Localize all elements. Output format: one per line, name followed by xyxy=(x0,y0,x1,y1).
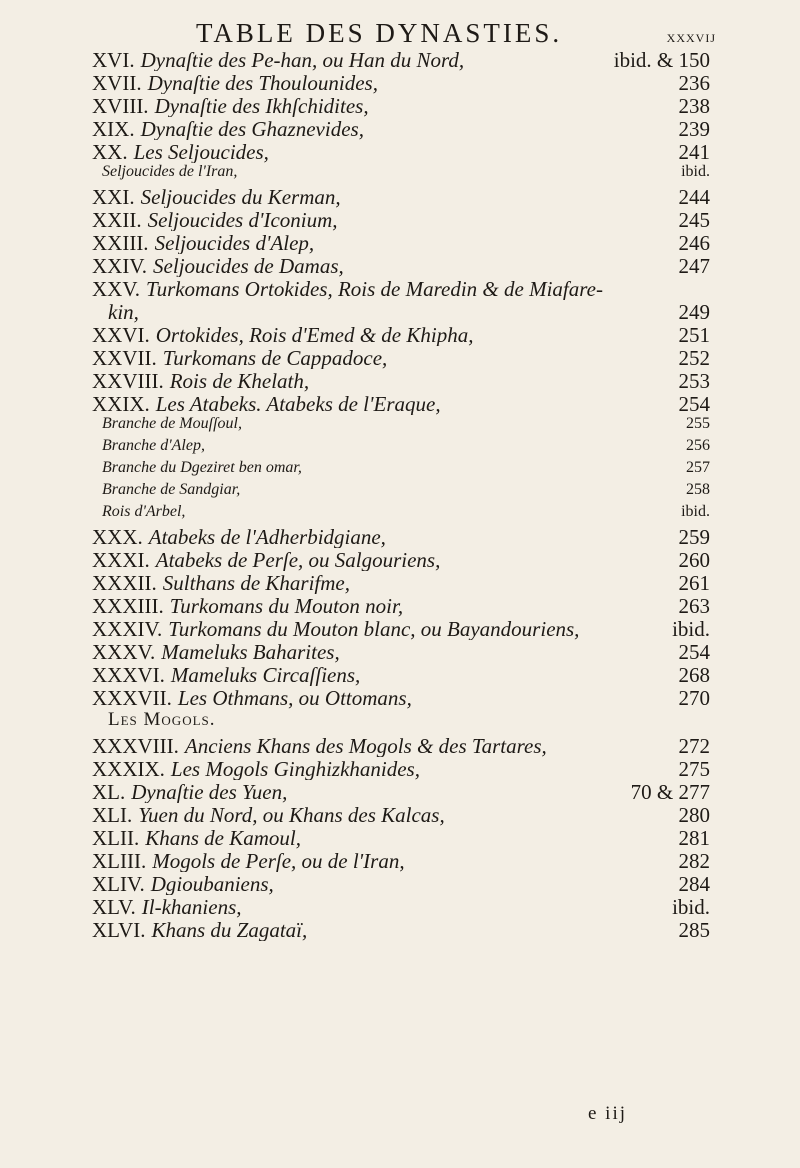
entry-page: 285 xyxy=(678,918,710,941)
entry-page: 241 xyxy=(678,140,710,163)
entry-page: 70 & 277 xyxy=(630,780,710,803)
toc-entry xyxy=(92,277,710,300)
entry-number: XXX. xyxy=(92,525,143,548)
toc-entry xyxy=(92,231,710,254)
toc-entry xyxy=(92,640,710,663)
entry-page: 261 xyxy=(678,571,710,594)
entry-title: Atabeks de l'Adherbidgiane, xyxy=(148,525,386,548)
entry-label xyxy=(92,594,403,617)
entry-title: Branche du Dgeziret ben omar, xyxy=(102,459,302,476)
entry-title: Les Seljoucides, xyxy=(133,140,269,163)
entry-number: XLI. xyxy=(92,803,133,826)
entry-page: 284 xyxy=(678,872,710,895)
entry-title: Atabeks de Perſe, ou Salgouriens, xyxy=(155,548,441,571)
toc-entry xyxy=(92,94,710,117)
entry-number: XVI. xyxy=(92,48,135,71)
entry-page: 255 xyxy=(686,415,710,432)
entry-page: 254 xyxy=(678,392,710,415)
entry-title: Anciens Khans des Mogols & des Tartares, xyxy=(184,734,547,757)
entry-title: Dynaſtie des Ikhſchidites, xyxy=(154,94,369,117)
entry-number: XL. xyxy=(92,780,126,803)
entry-page: 268 xyxy=(678,663,710,686)
entry-label xyxy=(102,415,242,433)
entry-label xyxy=(102,503,185,521)
toc-entry xyxy=(92,481,710,503)
toc-entry xyxy=(92,346,710,369)
entry-number: XXXIV. xyxy=(92,617,163,640)
entry-label xyxy=(108,709,216,731)
page-header xyxy=(112,18,716,49)
entry-title: Mogols de Perſe, ou de l'Iran, xyxy=(152,849,405,872)
entry-label xyxy=(92,780,287,803)
entry-number: XXXIX. xyxy=(92,757,165,780)
toc-entry xyxy=(92,208,710,231)
entry-page: ibid. xyxy=(681,163,710,180)
toc-entry xyxy=(92,594,710,617)
entry-title: Mameluks Circaſſiens, xyxy=(170,663,361,686)
entry-title: Il-khaniens, xyxy=(141,895,242,918)
entry-number: XXXI. xyxy=(92,548,150,571)
entry-page: 258 xyxy=(686,481,710,498)
toc-entry xyxy=(92,617,710,640)
toc-entry xyxy=(92,415,710,437)
entry-label xyxy=(92,117,364,140)
entry-page: 275 xyxy=(678,757,710,780)
entry-label xyxy=(92,826,301,849)
toc-entry xyxy=(92,872,710,895)
toc-entry xyxy=(92,437,710,459)
entry-number: XXXVI. xyxy=(92,663,165,686)
entry-number: XXXII. xyxy=(92,571,157,594)
entry-label xyxy=(108,300,139,323)
entry-label xyxy=(92,140,269,163)
entry-page: 256 xyxy=(686,437,710,454)
entry-label xyxy=(92,548,440,571)
entry-title: Branche d'Alep, xyxy=(102,437,205,454)
entry-page: 245 xyxy=(678,208,710,231)
entry-label xyxy=(92,571,350,594)
entry-page: ibid. xyxy=(672,895,710,918)
entry-label xyxy=(92,872,274,895)
entry-page: 254 xyxy=(678,640,710,663)
entry-title: Khans de Kamoul, xyxy=(145,826,301,849)
toc-entry xyxy=(92,803,710,826)
toc-entry xyxy=(92,140,710,163)
entry-title: Dynaſtie des Yuen, xyxy=(131,780,288,803)
entry-number: XXV. xyxy=(92,277,141,300)
toc-entry xyxy=(92,369,710,392)
entry-number: XXXVIII. xyxy=(92,734,179,757)
entry-page: ibid. & 150 xyxy=(613,48,710,71)
entry-title: Turkomans Ortokides, Rois de Maredin & de Miafare- xyxy=(146,277,603,300)
entry-label xyxy=(92,323,473,346)
entry-page: 263 xyxy=(678,594,710,617)
entry-title: Sulthans de Kharifme, xyxy=(162,571,350,594)
entry-number: XXXVII. xyxy=(92,686,172,709)
entry-number: XX. xyxy=(92,140,128,163)
entry-title: Turkomans du Mouton blanc, ou Bayandouriens, xyxy=(168,617,580,640)
entry-label xyxy=(92,918,307,941)
toc-entry xyxy=(92,895,710,918)
entry-label xyxy=(92,369,309,392)
entry-label xyxy=(92,392,441,415)
entry-page: 244 xyxy=(678,185,710,208)
entry-number: XVII. xyxy=(92,71,142,94)
entry-page: 252 xyxy=(678,346,710,369)
toc-entry xyxy=(92,503,710,525)
entry-label xyxy=(92,71,378,94)
entry-label xyxy=(92,208,338,231)
toc-entry xyxy=(92,459,710,481)
toc-entry xyxy=(92,300,710,323)
entry-number: XXVIII. xyxy=(92,369,164,392)
entry-page: 249 xyxy=(678,300,710,323)
entry-number: XXXV. xyxy=(92,640,156,663)
toc-entry xyxy=(92,548,710,571)
entry-title: Rois de Khelath, xyxy=(169,369,310,392)
toc-entry xyxy=(92,163,710,185)
entry-title: Les Othmans, ou Ottomans, xyxy=(177,686,412,709)
toc-entry xyxy=(92,757,710,780)
entry-number: XLII. xyxy=(92,826,140,849)
entry-title: Les Atabeks. Atabeks de l'Eraque, xyxy=(155,392,441,415)
entry-label xyxy=(92,757,420,780)
entry-page: 282 xyxy=(678,849,710,872)
entry-number: XXI. xyxy=(92,185,135,208)
entry-page: ibid. xyxy=(681,503,710,520)
table-of-contents xyxy=(92,48,710,941)
entry-title: Turkomans du Mouton noir, xyxy=(169,594,404,617)
entry-title: Seljoucides du Kerman, xyxy=(140,185,341,208)
toc-entry xyxy=(92,571,710,594)
section-heading xyxy=(92,709,710,734)
entry-label xyxy=(92,803,445,826)
entry-title: Dynaſtie des Thoulounides, xyxy=(147,71,378,94)
entry-page: 260 xyxy=(678,548,710,571)
entry-number: XLVI. xyxy=(92,918,146,941)
entry-label xyxy=(92,895,242,918)
entry-title: kin, xyxy=(108,300,139,323)
entry-label xyxy=(102,437,205,455)
toc-entry xyxy=(92,392,710,415)
entry-page: 257 xyxy=(686,459,710,476)
entry-title: Seljoucides d'Iconium, xyxy=(147,208,338,231)
entry-label xyxy=(92,734,547,757)
entry-number: XLIV. xyxy=(92,872,145,895)
entry-number: XXIII. xyxy=(92,231,149,254)
entry-page: 259 xyxy=(678,525,710,548)
toc-entry xyxy=(92,734,710,757)
entry-title: Seljoucides de l'Iran, xyxy=(102,163,238,180)
entry-number: XXVI. xyxy=(92,323,150,346)
printer-signature-mark: e iij xyxy=(588,1103,628,1124)
entry-title: Les Mogols Ginghizkhanides, xyxy=(170,757,420,780)
entry-title: Les Mogols. xyxy=(108,709,216,730)
entry-label xyxy=(92,254,344,277)
entry-label xyxy=(92,185,341,208)
entry-title: Ortokides, Rois d'Emed & de Khipha, xyxy=(155,323,474,346)
entry-number: XXVII. xyxy=(92,346,157,369)
toc-entry xyxy=(92,254,710,277)
toc-entry xyxy=(92,780,710,803)
page-number: xxxvij xyxy=(666,27,716,46)
toc-entry xyxy=(92,686,710,709)
toc-entry xyxy=(92,525,710,548)
entry-page: 270 xyxy=(678,686,710,709)
entry-label xyxy=(92,617,579,640)
toc-entry xyxy=(92,663,710,686)
entry-page: 238 xyxy=(678,94,710,117)
entry-title: Turkomans de Cappadoce, xyxy=(162,346,388,369)
entry-title: Seljoucides d'Alep, xyxy=(154,231,315,254)
toc-entry xyxy=(92,185,710,208)
entry-number: XVIII. xyxy=(92,94,149,117)
entry-page: 239 xyxy=(678,117,710,140)
entry-label xyxy=(92,346,387,369)
entry-label xyxy=(92,663,360,686)
entry-title: Rois d'Arbel, xyxy=(102,503,186,520)
entry-label xyxy=(92,277,603,300)
entry-page: 280 xyxy=(678,803,710,826)
entry-title: Dynaſtie des Ghaznevides, xyxy=(140,117,364,140)
entry-number: XXIV. xyxy=(92,254,148,277)
entry-number: XXIX. xyxy=(92,392,150,415)
entry-number: XLIII. xyxy=(92,849,147,872)
toc-entry xyxy=(92,71,710,94)
toc-entry xyxy=(92,849,710,872)
entry-page: 251 xyxy=(678,323,710,346)
entry-title: Mameluks Baharites, xyxy=(161,640,340,663)
entry-label xyxy=(92,94,369,117)
running-title: TABLE DES DYNASTIES. xyxy=(196,18,563,48)
toc-entry xyxy=(92,117,710,140)
entry-number: XIX. xyxy=(92,117,135,140)
toc-entry xyxy=(92,826,710,849)
entry-title: Branche de Mouſſoul, xyxy=(102,415,242,432)
entry-title: Yuen du Nord, ou Khans des Kalcas, xyxy=(138,803,445,826)
entry-label xyxy=(92,231,314,254)
entry-title: Dynaſtie des Pe-han, ou Han du Nord, xyxy=(140,48,465,71)
entry-page: 281 xyxy=(678,826,710,849)
entry-label xyxy=(92,849,405,872)
entry-label xyxy=(102,459,302,477)
entry-number: XLV. xyxy=(92,895,136,918)
entry-label xyxy=(92,640,340,663)
toc-entry xyxy=(92,48,710,71)
entry-page: 246 xyxy=(678,231,710,254)
entry-page: 236 xyxy=(678,71,710,94)
toc-entry xyxy=(92,918,710,941)
entry-title: Seljoucides de Damas, xyxy=(153,254,344,277)
entry-label xyxy=(92,686,412,709)
entry-label xyxy=(92,48,464,71)
entry-number: XXII. xyxy=(92,208,142,231)
entry-label xyxy=(102,481,240,499)
entry-page: ibid. xyxy=(672,617,710,640)
entry-title: Khans du Zagataï, xyxy=(151,918,308,941)
entry-title: Dgioubaniens, xyxy=(150,872,274,895)
entry-number: XXXIII. xyxy=(92,594,164,617)
entry-title: Branche de Sandgiar, xyxy=(102,481,241,498)
entry-page: 272 xyxy=(678,734,710,757)
entry-page: 253 xyxy=(678,369,710,392)
entry-label xyxy=(102,163,237,181)
toc-entry xyxy=(92,323,710,346)
entry-label xyxy=(92,525,386,548)
entry-page: 247 xyxy=(678,254,710,277)
